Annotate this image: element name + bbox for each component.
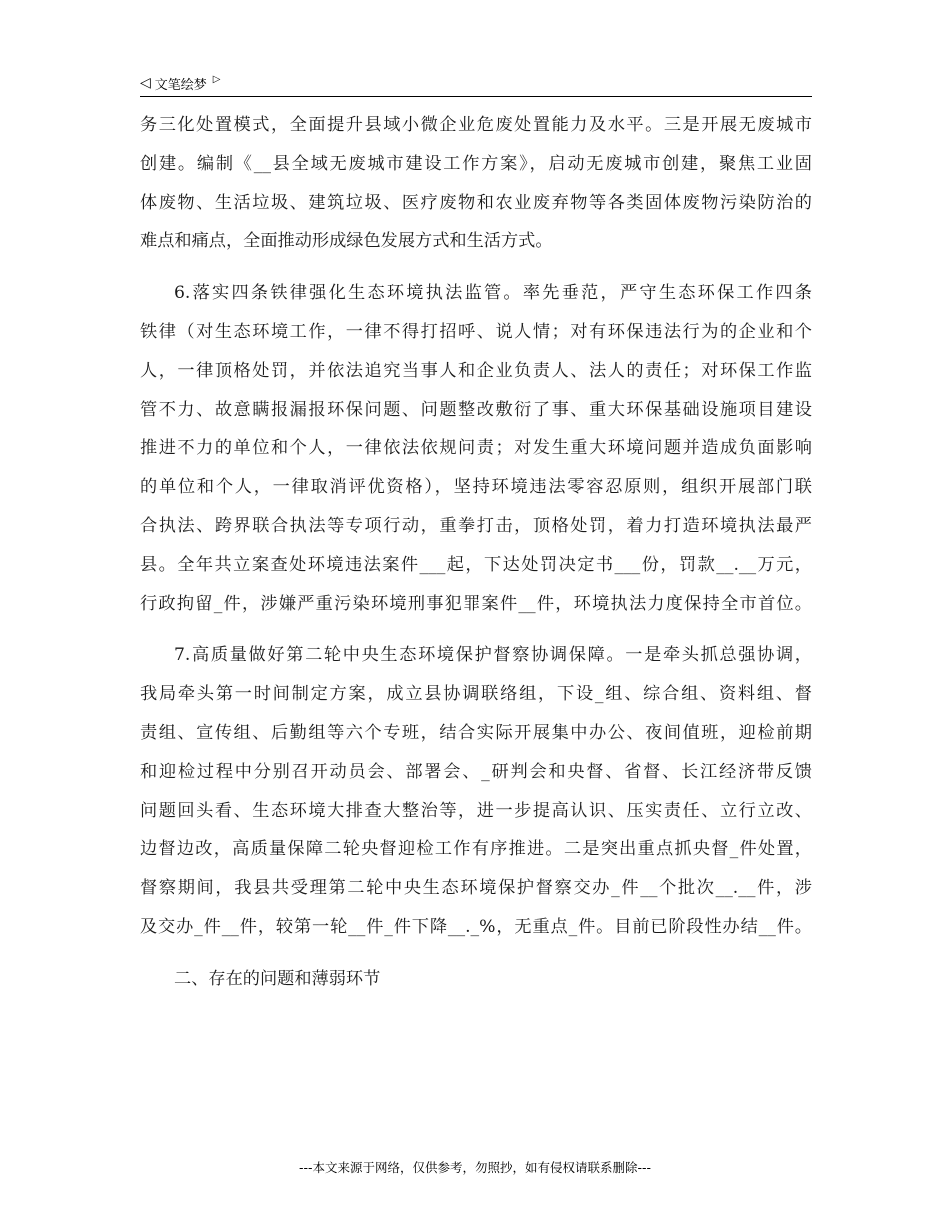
text-line: 合执法、跨界联合执法等专项行动，重拳打击，顶格处罚，着力打造环境执法最严 <box>140 515 812 536</box>
paragraph-2 <box>140 274 812 623</box>
text-line: 我局牵头第一时间制定方案，成立县协调联络组，下设_组、综合组、资料组、督 <box>140 684 812 705</box>
text-line: 务三化处置模式，全面提升县域小微企业危废处置能力及水平。三是开展无废城市 <box>140 115 812 135</box>
document-body <box>140 106 812 999</box>
header-brand: 文笔绘梦 <box>154 77 207 93</box>
text-line: 县。全年共立案查处环境违法案件___起，下达处罚决定书___份，罚款__.__万元， <box>140 554 812 575</box>
text-line: 责组、宣传组、后勤组等六个专班，结合实际开展集中办公、夜间值班，迎检前期 <box>140 722 812 743</box>
text-line: 难点和痛点，全面推动形成绿色发展方式和生活方式。 <box>140 231 553 252</box>
text-line: 的单位和个人，一律取消评优资格），坚持环境违法零容忍原则，组织开展部门联 <box>140 477 812 498</box>
text-line: 创建。编制《__县全域无废城市建设工作方案》，启动无废城市创建，聚焦工业固 <box>140 153 812 174</box>
text-line: 行政拘留_件，涉嫌严重污染环境刑事犯罪案件__件，环境执法力度保持全市首位。 <box>140 593 812 614</box>
text-line: 6.落实四条铁律强化生态环境执法监管。率先垂范，严守生态环保工作四条 <box>174 283 812 304</box>
text-line: 体废物、生活垃圾、建筑垃圾、医疗废物和农业废弃物等各类固体废物污染防治的 <box>140 192 812 213</box>
text-line: 问题回头看、生态环境大排查大整治等，进一步提高认识、压实责任、立行立改、 <box>140 800 812 821</box>
text-line: 7.高质量做好第二轮中央生态环境保护督察协调保障。一是牵头抓总强协调， <box>174 645 812 666</box>
text-line: 铁律（对生态环境工作，一律不得打招呼、说人情；对有环保违法行为的企业和个 <box>140 321 812 342</box>
page-header <box>140 70 812 97</box>
text-line: 边督边改，高质量保障二轮央督迎检工作有序推进。二是突出重点抓央督_件处置， <box>140 839 812 860</box>
footer-notice: ---本文来源于网络，仅供参考，勿照抄，如有侵权请联系删除--- <box>298 1160 652 1175</box>
right-triangle-icon: ▷ <box>212 74 221 85</box>
text-line: 人，一律顶格处罚，并依法追究当事人和企业负责人、法人的责任；对环保工作监 <box>140 360 812 381</box>
left-triangle-icon: ◁ <box>140 75 151 91</box>
text-line: 及交办_件__件，较第一轮__件_件下降__._%，无重点_件。目前已阶段性办结__件。 <box>140 916 812 937</box>
section-heading: 二、存在的问题和薄弱环节 <box>174 968 381 989</box>
paragraph-1 <box>140 106 812 261</box>
paragraph-3 <box>140 636 812 946</box>
text-line: 和迎检过程中分别召开动员会、部署会、_研判会和央督、省督、长江经济带反馈 <box>140 761 812 782</box>
text-line: 推进不力的单位和个人，一律依法依规问责；对发生重大环境问题并造成负面影响 <box>140 438 812 459</box>
text-line: 督察期间，我县共受理第二轮中央生态环境保护督察交办_件__个批次__.__件，涉 <box>140 878 812 899</box>
text-line: 管不力、故意瞒报漏报环保问题、问题整改敷衍了事、重大环保基础设施项目建设 <box>140 399 812 420</box>
